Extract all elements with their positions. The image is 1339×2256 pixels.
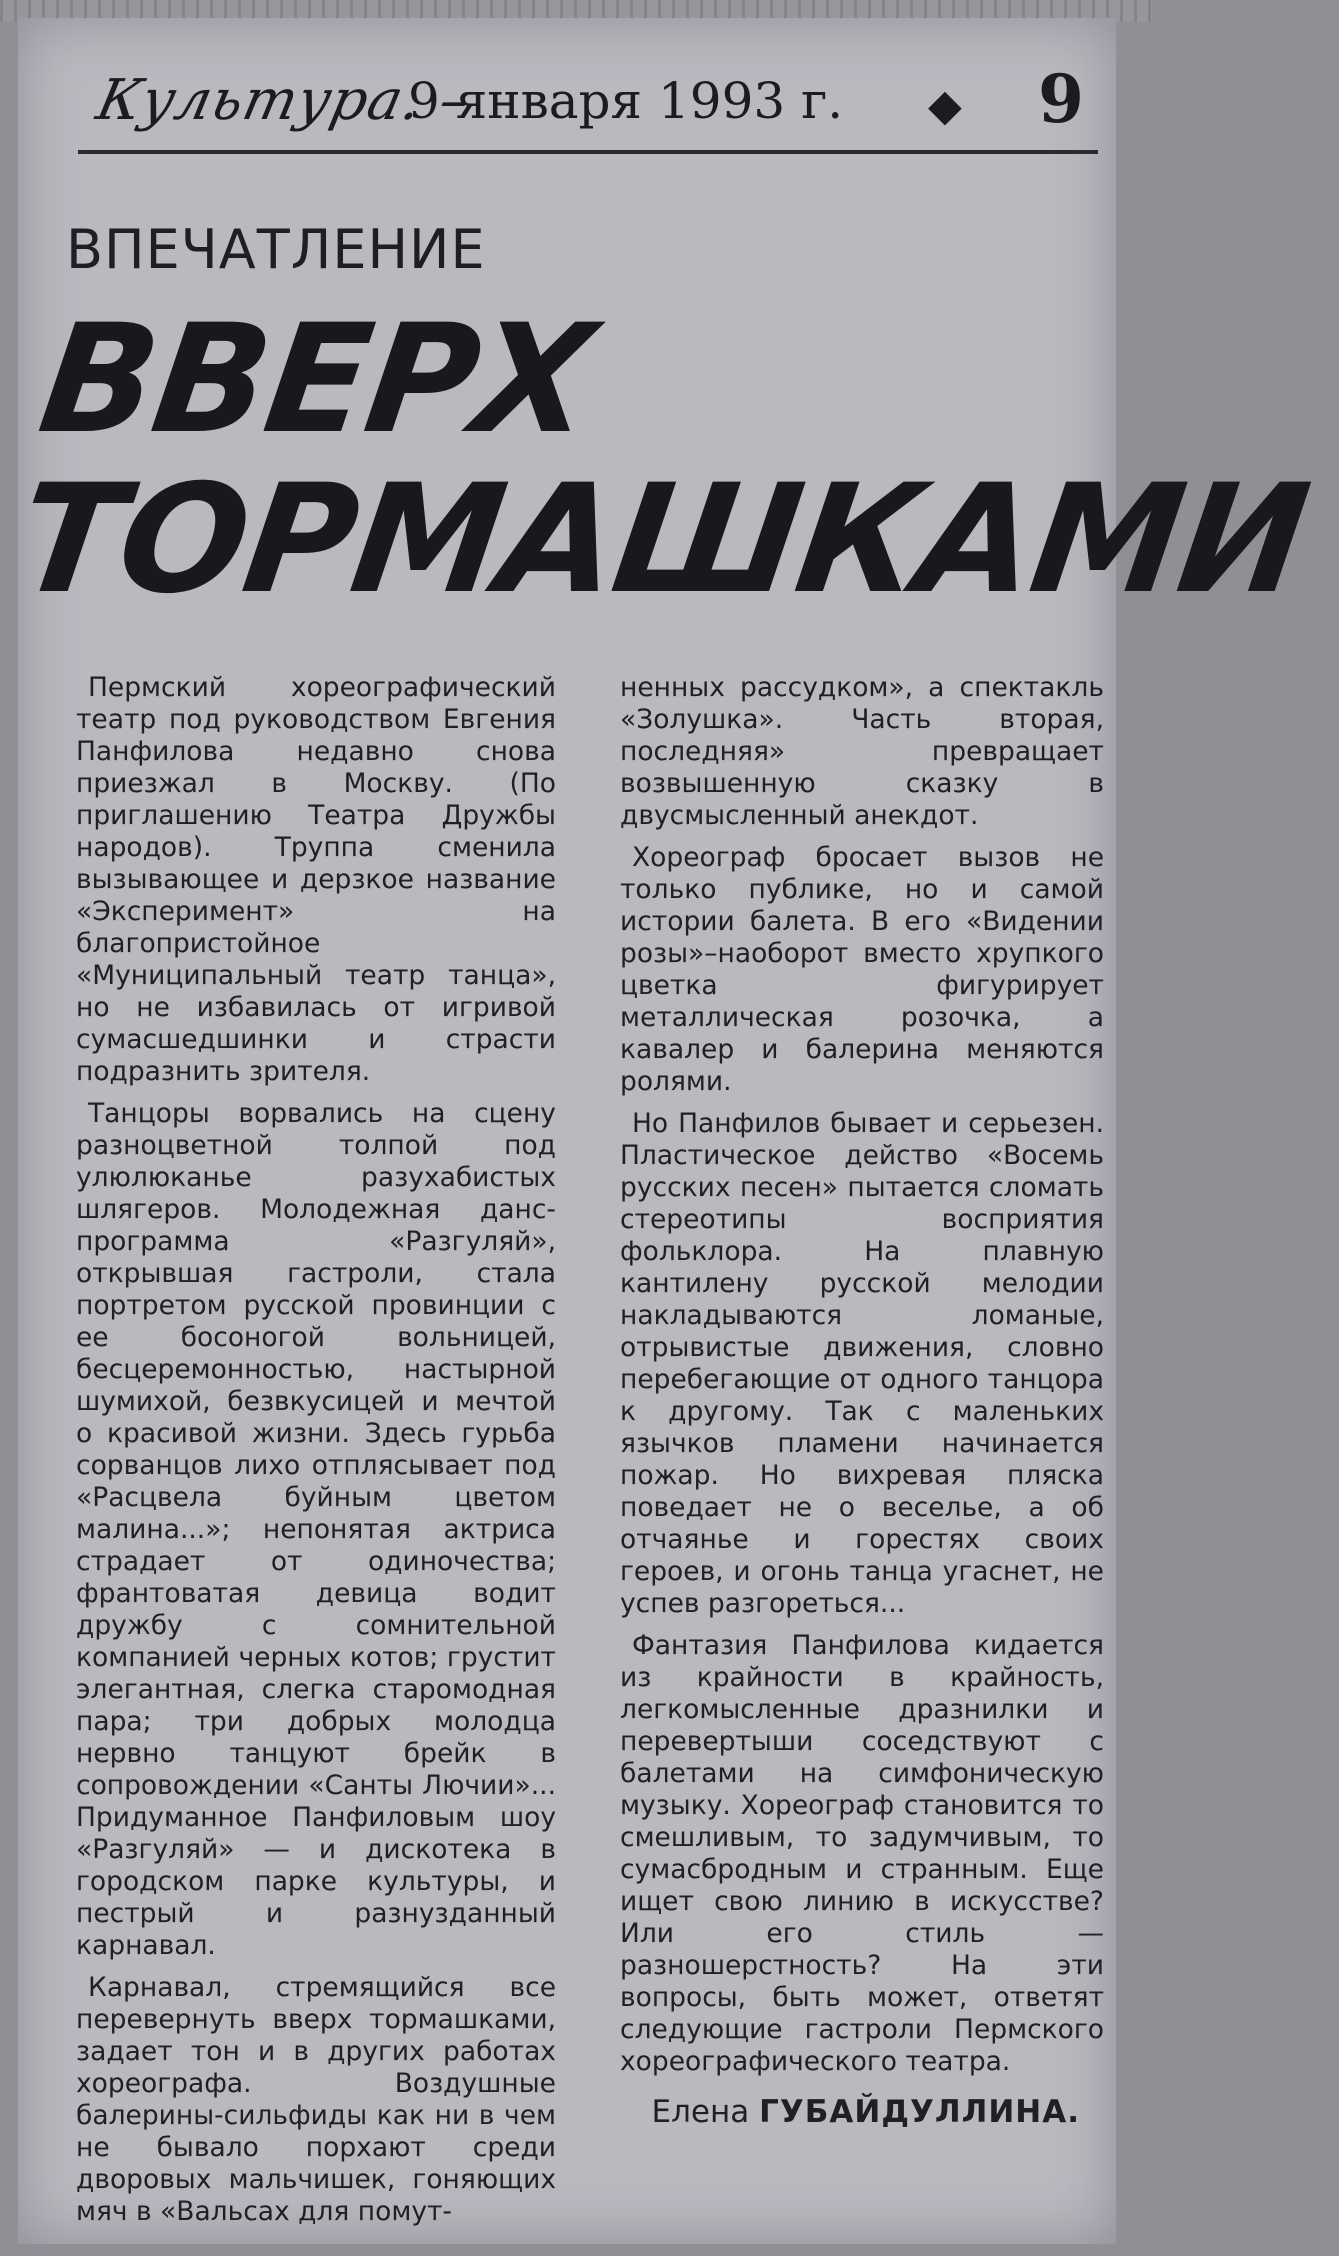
- author-last-name: ГУБАЙДУЛЛИНА.: [759, 2094, 1080, 2130]
- article-column-right: [620, 672, 1104, 2128]
- issue-date: 9 января 1993 г.: [408, 72, 844, 130]
- author-signature: [620, 2096, 1104, 2128]
- paragraph: Хореограф бросает вызов не только публике, но и самой истории балета. В его «Видении розы»–наоборот вместо хрупкого цветка фигурирует металлическая розочка, а кавалер и балерина меняются ролями.: [620, 842, 1104, 1097]
- paragraph: Фантазия Панфилова кидается из крайности в крайность, легкомысленные дразнилки и перевертыши соседствуют с балетами на симфоническую музыку. Хореограф становится то смешливым, то задумчивым, то сумасбродным и странным. Еще ищет свою линию в искусстве? Или его стиль — разношерстность? На эти вопросы, быть может, ответят следующие гастроли Пермского хореографического театра.: [620, 1630, 1104, 2077]
- paragraph: Пермский хореографический театр под руководством Евгения Панфилова недавно снова приезжал в Москву. (По приглашению Театра Дружбы народов). Труппа сменила вызывающее и дерзкое название «Эксперимент» на благопристойное «Муниципальный театр танца», но не избавилась от игривой сумасшедшинки и страсти подразнить зрителя.: [76, 672, 556, 1087]
- page-number: 9: [1038, 60, 1084, 138]
- masthead: [78, 50, 1098, 150]
- paragraph: Танцоры ворвались на сцену разноцветной толпой под улюлюканье разухабистых шлягеров. Молодежная данс-программа «Разгуляй», открывшая гастроли, стала портретом русской провинции с ее босоногой вольницей, бесцеремонностью, настырной шумихой, безвкусицей и мечтой о красивой жизни. Здесь гурьба сорванцов лихо отплясывает под «Расцвела буйным цветом малина...»; непонятая актриса страдает от одиночества; франтоватая девица водит дружбу с сомнительной компанией черных котов; грустит элегантная, слегка старомодная пара; три добрых молодца нервно танцуют брейк в сопровождении «Санты Лючии»... Придуманное Панфиловым шоу «Разгуляй» — и дискотека в городском парке культуры, и пестрый и разнузданный карнавал.: [76, 1098, 556, 1961]
- diamond-arrow-icon: ◆: [928, 80, 962, 131]
- masthead-rule: [78, 150, 1098, 154]
- headline: [8, 293, 1317, 627]
- rubric-label: ВПЕЧАТЛЕНИЕ: [66, 218, 486, 281]
- paragraph: Но Панфилов бывает и серьезен. Пластическое действо «Восемь русских песен» пытается сломать стереотипы восприятия фольклора. На плавную кантилену русской мелодии накладываются ломаные, отрывистые движения, словно перебегающие от одного танцора к другому. Так с маленьких язычков пламени начинается пожар. Но вихревая пляска поведает не о веселье, а об отчаянье и горестях своих героев, и огонь танца угаснет, не успев разгореться...: [620, 1108, 1104, 1619]
- headline-line-2: ТОРМАШКАМИ: [8, 453, 1317, 627]
- author-first-name: Елена: [651, 2094, 750, 2130]
- paragraph: ненных рассудком», а спектакль «Золушка». Часть вторая, последняя» превращает возвышенную сказку в двусмысленный анекдот.: [620, 672, 1104, 831]
- article-column-left: [76, 672, 556, 2238]
- headline-line-1: ВВЕРХ: [30, 293, 602, 467]
- section-logo: Культура. –: [91, 68, 477, 133]
- paragraph: Карнавал, стремящийся все перевернуть вверх тормашками, задает тон и в других работах хореографа. Воздушные балерины-сильфиды как ни в чем не бывало порхают среди дворовых мальчишек, гоняющих мяч в «Вальсах для помут-: [76, 1972, 556, 2227]
